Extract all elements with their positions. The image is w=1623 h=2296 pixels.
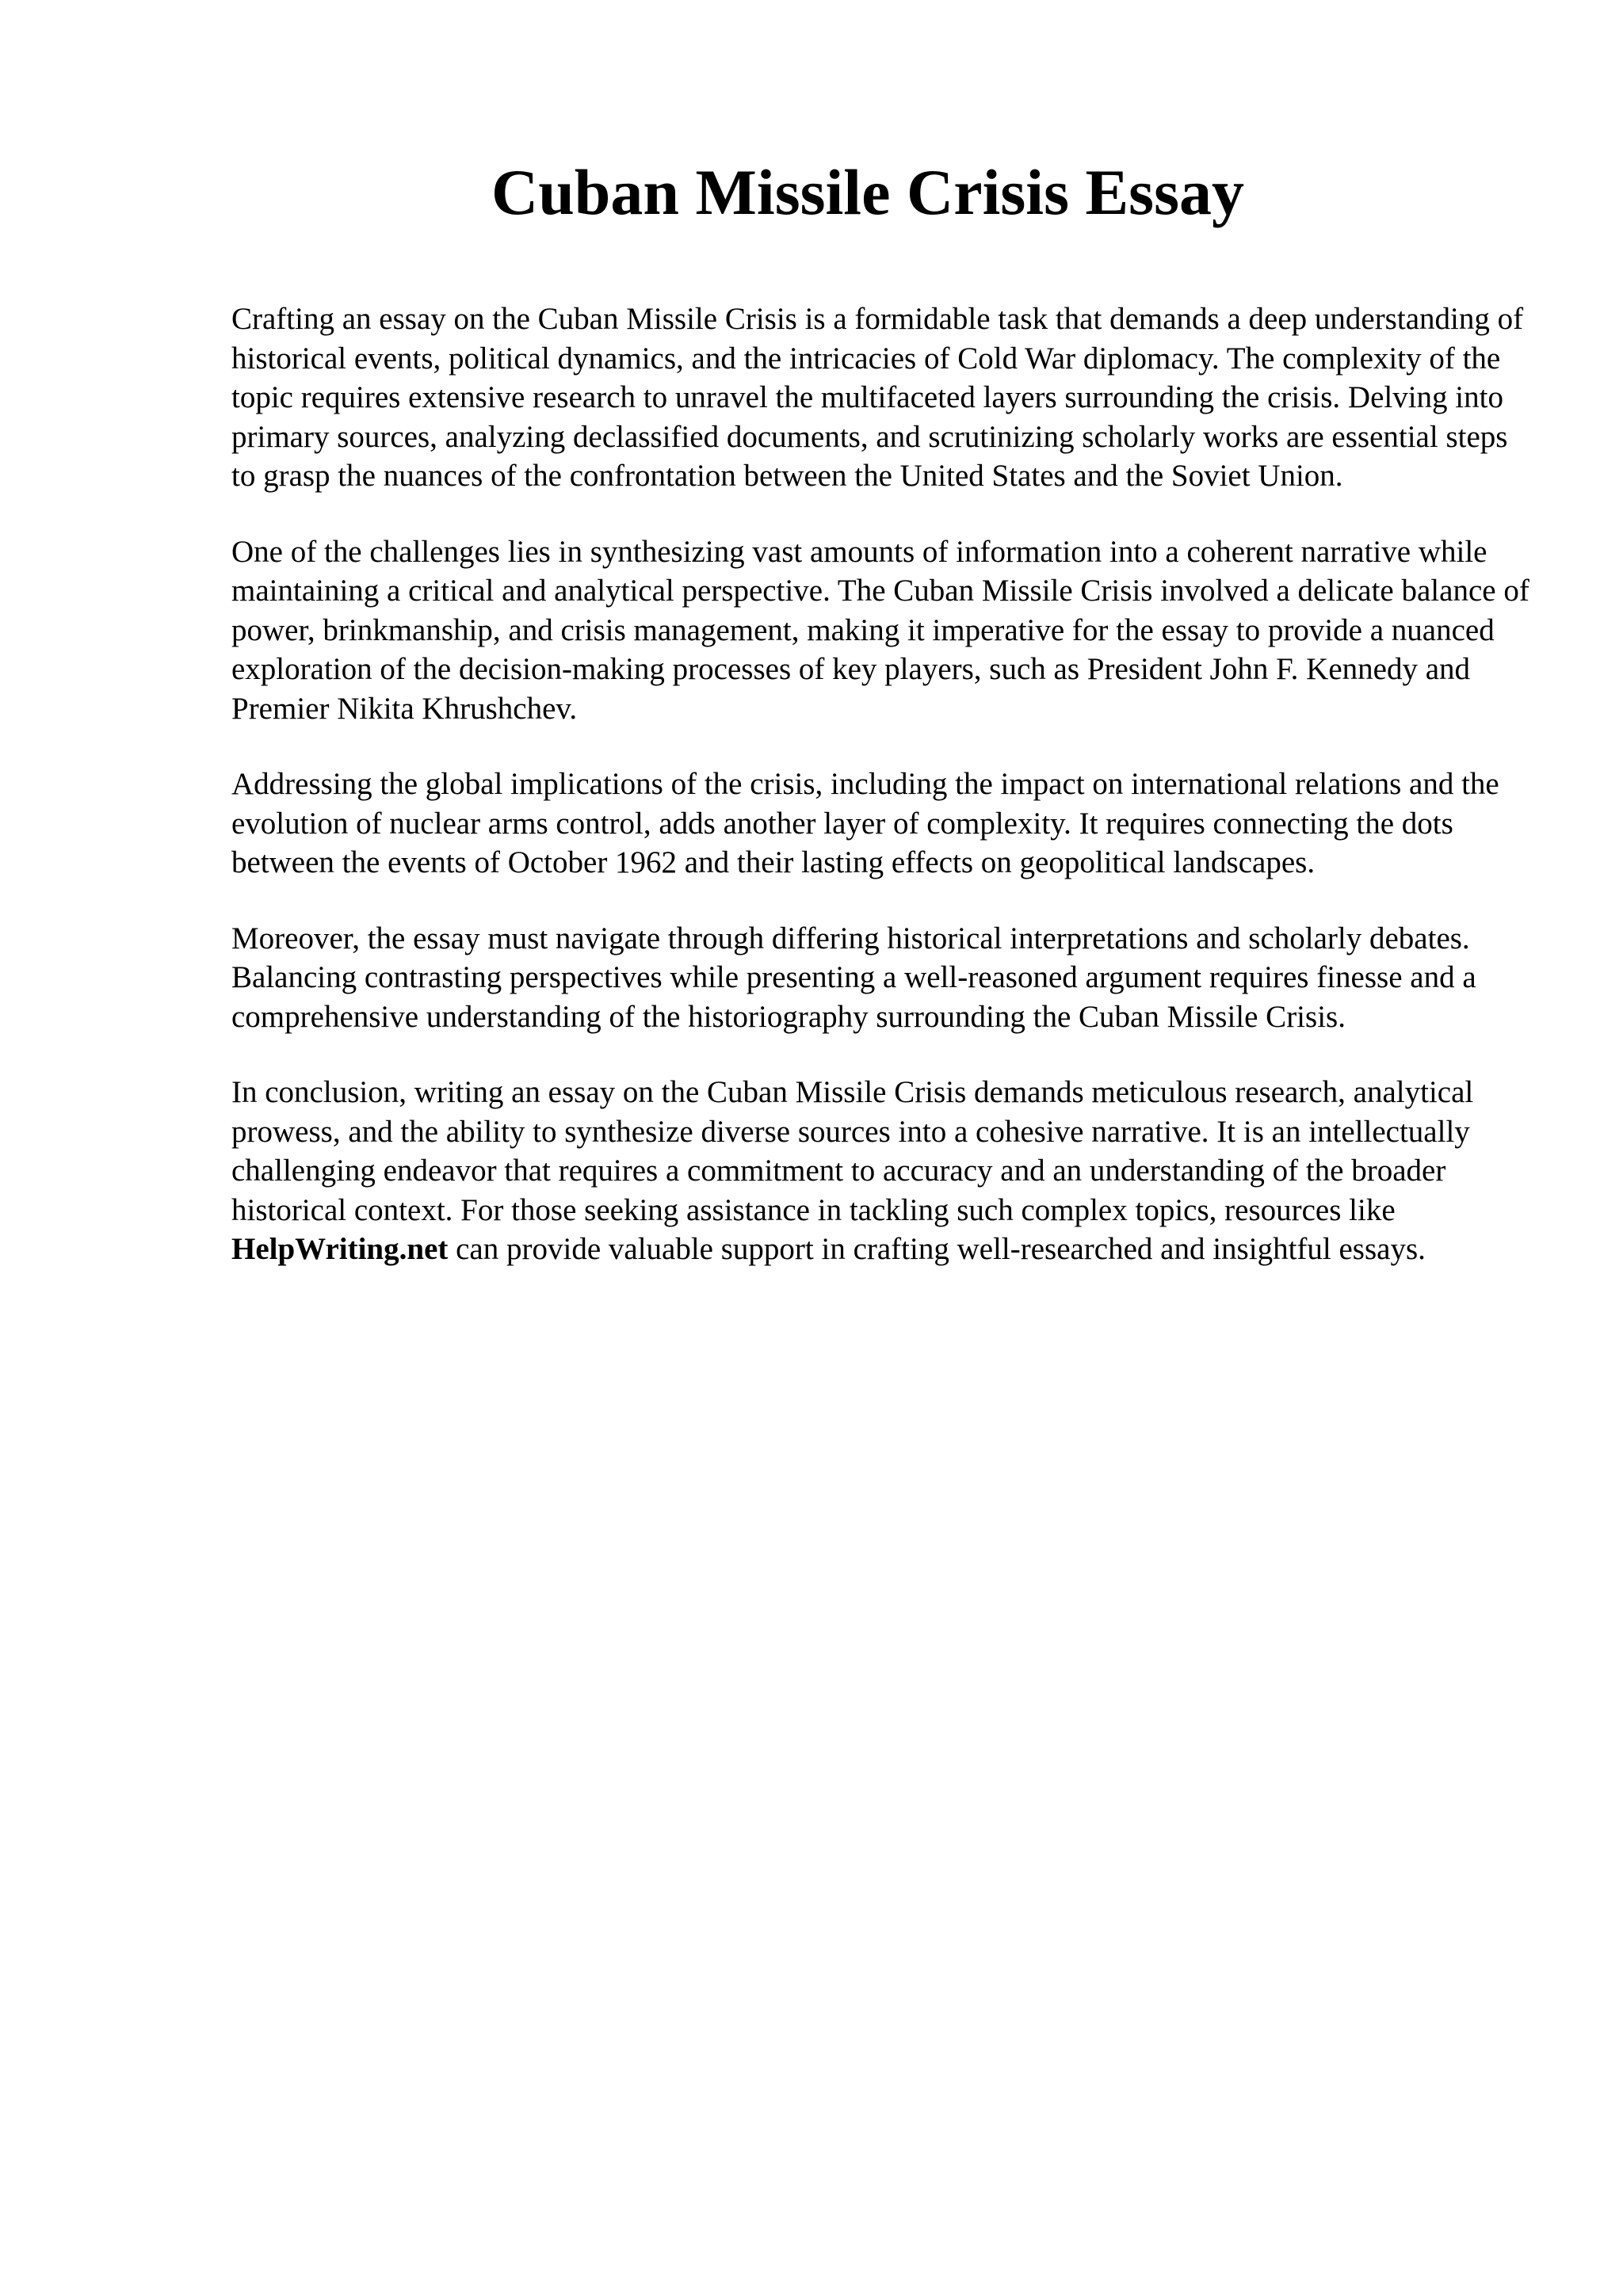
paragraph-4: Moreover, the essay must navigate through differing historical interpretations and scholarly debates. Balancing contrasting perspectives while presenting a well-reasoned argument requires finesse and a comprehensive understanding of the historiography surrounding the Cuban Missile Crisis. <box>231 921 1476 1034</box>
conclusion-text-end: can provide valuable support in crafting well-researched and insightful essays. <box>448 1232 1426 1266</box>
page-title: Cuban Missile Crisis Essay <box>491 156 1244 228</box>
paragraph-2: One of the challenges lies in synthesizing vast amounts of information into a coherent narrative while maintaining a critical and analytical perspective. The Cuban Missile Crisis involved a delicate balance of power, brinkmanship, and crisis management, making it imperative for the essay to provide a nuanced exploration of the decision-making processes of key players, such as President John F. Kennedy and Premier Nikita Khrushchev. <box>231 534 1529 726</box>
essay-body <box>231 299 1531 1306</box>
paragraph-1: Crafting an essay on the Cuban Missile Crisis is a formidable task that demands a deep understanding of historical events, political dynamics, and the intricacies of Cold War diplomacy. The complexity of the topic requires extensive research to unravel the multifaceted layers surrounding the crisis. Delving into primary sources, analyzing declassified documents, and scrutinizing scholarly works are essential steps to grasp the nuances of the confrontation between the United States and the Soviet Union. <box>231 302 1524 493</box>
brand-link-text: HelpWriting.net <box>231 1232 449 1266</box>
conclusion-text-start: In conclusion, writing an essay on the Cuban Missile Crisis demands meticulous research, analytical prowess, and the ability to synthesize diverse sources into a cohesive narrative. It is an intellectually challenging endeavor that requires a commitment to accuracy and an understanding of the broader historical context. For those seeking assistance in tackling such complex topics, resources like <box>231 1075 1474 1227</box>
paragraph-3: Addressing the global implications of the crisis, including the impact on international relations and the evolution of nuclear arms control, adds another layer of complexity. It requires connecting the dots between the events of October 1962 and their lasting effects on geopolitical landscapes. <box>231 767 1499 879</box>
conclusion-paragraph <box>231 1073 1531 1269</box>
